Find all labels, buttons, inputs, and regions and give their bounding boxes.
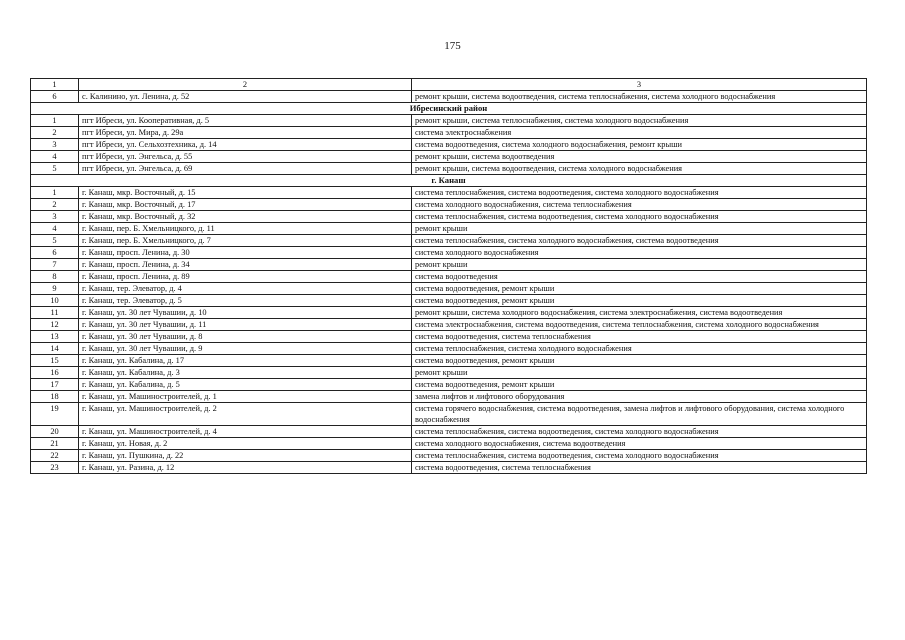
row-works: система теплоснабжения, система водоотведения, система холодного водоснабжения (412, 211, 867, 223)
table-row (31, 355, 867, 367)
table-row (31, 235, 867, 247)
table-row (31, 391, 867, 403)
row-address: г. Канаш, пер. Б. Хмельницкого, д. 11 (79, 223, 412, 235)
table-row (31, 91, 867, 103)
table-row (31, 426, 867, 438)
row-number: 20 (31, 426, 79, 438)
row-number: 3 (31, 211, 79, 223)
row-works: ремонт крыши, система водоотведения (412, 151, 867, 163)
row-number: 10 (31, 295, 79, 307)
row-address: г. Канаш, мкр. Восточный, д. 15 (79, 187, 412, 199)
row-works: система теплоснабжения, система холодного водоснабжения (412, 343, 867, 355)
row-works: система теплоснабжения, система холодного водоснабжения, система водоотведения (412, 235, 867, 247)
table-row (31, 139, 867, 151)
section-title: Ибресинский район (31, 103, 867, 115)
row-address: пгт Ибреси, ул. Энгельса, д. 69 (79, 163, 412, 175)
row-address: г. Канаш, тер. Элеватор, д. 4 (79, 283, 412, 295)
row-address: г. Канаш, ул. Машиностроителей, д. 4 (79, 426, 412, 438)
row-address: пгт Ибреси, ул. Мира, д. 29а (79, 127, 412, 139)
row-works: система теплоснабжения, система водоотведения, система холодного водоснабжения (412, 187, 867, 199)
row-number: 9 (31, 283, 79, 295)
row-works: система водоотведения (412, 271, 867, 283)
row-works: ремонт крыши (412, 367, 867, 379)
row-address: г. Канаш, пер. Б. Хмельницкого, д. 7 (79, 235, 412, 247)
building-works-table (30, 78, 867, 474)
row-works: система холодного водоснабжения, система водоотведения (412, 438, 867, 450)
row-number: 4 (31, 223, 79, 235)
table-row (31, 295, 867, 307)
page-number: 175 (444, 40, 461, 52)
row-works: ремонт крыши (412, 223, 867, 235)
row-number: 16 (31, 367, 79, 379)
row-number: 11 (31, 307, 79, 319)
table-row (31, 271, 867, 283)
row-number: 18 (31, 391, 79, 403)
section-header-row (31, 103, 867, 115)
row-works: система водоотведения, система холодного водоснабжения, ремонт крыши (412, 139, 867, 151)
column-number-row (31, 79, 867, 91)
row-number: 15 (31, 355, 79, 367)
row-number: 7 (31, 259, 79, 271)
row-address: г. Канаш, ул. Кабалина, д. 3 (79, 367, 412, 379)
row-number: 1 (31, 115, 79, 127)
row-address: г. Канаш, тер. Элеватор, д. 5 (79, 295, 412, 307)
row-works: система электроснабжения, система водоотведения, система теплоснабжения, система холодного водоснабжения (412, 319, 867, 331)
row-address: г. Канаш, ул. Разина, д. 12 (79, 462, 412, 474)
row-number: 14 (31, 343, 79, 355)
row-works: система водоотведения, ремонт крыши (412, 355, 867, 367)
table-row (31, 367, 867, 379)
row-address: г. Канаш, просп. Ленина, д. 89 (79, 271, 412, 283)
row-works: ремонт крыши, система теплоснабжения, система холодного водоснабжения (412, 115, 867, 127)
row-works: система водоотведения, система теплоснабжения (412, 331, 867, 343)
row-number: 2 (31, 199, 79, 211)
section-header-row (31, 175, 867, 187)
table-row (31, 343, 867, 355)
table-row (31, 187, 867, 199)
row-number: 12 (31, 319, 79, 331)
row-number: 6 (31, 91, 79, 103)
row-address: г. Канаш, ул. Кабалина, д. 17 (79, 355, 412, 367)
row-number: 21 (31, 438, 79, 450)
table-row (31, 331, 867, 343)
row-number: 6 (31, 247, 79, 259)
row-address: пгт Ибреси, ул. Кооперативная, д. 5 (79, 115, 412, 127)
row-address: г. Канаш, ул. Пушкина, д. 22 (79, 450, 412, 462)
row-number: 5 (31, 235, 79, 247)
row-address: г. Канаш, мкр. Восточный, д. 17 (79, 199, 412, 211)
row-works: система водоотведения, ремонт крыши (412, 379, 867, 391)
row-address: с. Калинино, ул. Ленина, д. 52 (79, 91, 412, 103)
row-works: ремонт крыши, система водоотведения, система теплоснабжения, система холодного водоснабжения (412, 91, 867, 103)
table-row (31, 283, 867, 295)
row-address: г. Канаш, ул. 30 лет Чувашии, д. 10 (79, 307, 412, 319)
row-works: система горячего водоснабжения, система водоотведения, замена лифтов и лифтового оборудования, система холодного водоснабжения (412, 403, 867, 426)
row-works: система водоотведения, ремонт крыши (412, 283, 867, 295)
row-number: 5 (31, 163, 79, 175)
row-number: 3 (31, 139, 79, 151)
row-works: система электроснабжения (412, 127, 867, 139)
table-row (31, 163, 867, 175)
row-works: замена лифтов и лифтового оборудования (412, 391, 867, 403)
row-works: система холодного водоснабжения, система теплоснабжения (412, 199, 867, 211)
row-works: ремонт крыши (412, 259, 867, 271)
row-number: 8 (31, 271, 79, 283)
row-number: 19 (31, 403, 79, 426)
row-number: 22 (31, 450, 79, 462)
row-address: г. Канаш, ул. 30 лет Чувашии, д. 11 (79, 319, 412, 331)
column-number-1: 1 (31, 79, 79, 91)
table-row (31, 259, 867, 271)
table-row (31, 307, 867, 319)
table-row (31, 199, 867, 211)
table-row (31, 151, 867, 163)
row-address: г. Канаш, ул. Новая, д. 2 (79, 438, 412, 450)
row-number: 4 (31, 151, 79, 163)
table-row (31, 379, 867, 391)
row-address: пгт Ибреси, ул. Сельхозтехника, д. 14 (79, 139, 412, 151)
table-body (31, 79, 867, 474)
table-row (31, 403, 867, 426)
row-address: г. Канаш, ул. Машиностроителей, д. 1 (79, 391, 412, 403)
row-works: система водоотведения, система теплоснабжения (412, 462, 867, 474)
row-works: ремонт крыши, система холодного водоснабжения, система электроснабжения, система водоотведения (412, 307, 867, 319)
row-works: система холодного водоснабжения (412, 247, 867, 259)
row-address: г. Канаш, ул. Машиностроителей, д. 2 (79, 403, 412, 426)
table-row (31, 127, 867, 139)
table-row (31, 115, 867, 127)
row-address: пгт Ибреси, ул. Энгельса, д. 55 (79, 151, 412, 163)
row-address: г. Канаш, мкр. Восточный, д. 32 (79, 211, 412, 223)
row-address: г. Канаш, ул. Кабалина, д. 5 (79, 379, 412, 391)
row-works: система теплоснабжения, система водоотведения, система холодного водоснабжения (412, 426, 867, 438)
row-address: г. Канаш, ул. 30 лет Чувашии, д. 9 (79, 343, 412, 355)
row-number: 23 (31, 462, 79, 474)
table-row (31, 319, 867, 331)
table-row (31, 438, 867, 450)
table-row (31, 462, 867, 474)
column-number-2: 2 (79, 79, 412, 91)
row-number: 13 (31, 331, 79, 343)
table-row (31, 450, 867, 462)
table-row (31, 211, 867, 223)
row-number: 17 (31, 379, 79, 391)
row-number: 2 (31, 127, 79, 139)
row-works: система водоотведения, ремонт крыши (412, 295, 867, 307)
row-works: система теплоснабжения, система водоотведения, система холодного водоснабжения (412, 450, 867, 462)
column-number-3: 3 (412, 79, 867, 91)
table-row (31, 247, 867, 259)
section-title: г. Канаш (31, 175, 867, 187)
table-row (31, 223, 867, 235)
row-works: ремонт крыши, система водоотведения, система холодного водоснабжения (412, 163, 867, 175)
row-address: г. Канаш, просп. Ленина, д. 34 (79, 259, 412, 271)
row-number: 1 (31, 187, 79, 199)
row-address: г. Канаш, ул. 30 лет Чувашии, д. 8 (79, 331, 412, 343)
row-address: г. Канаш, просп. Ленина, д. 30 (79, 247, 412, 259)
